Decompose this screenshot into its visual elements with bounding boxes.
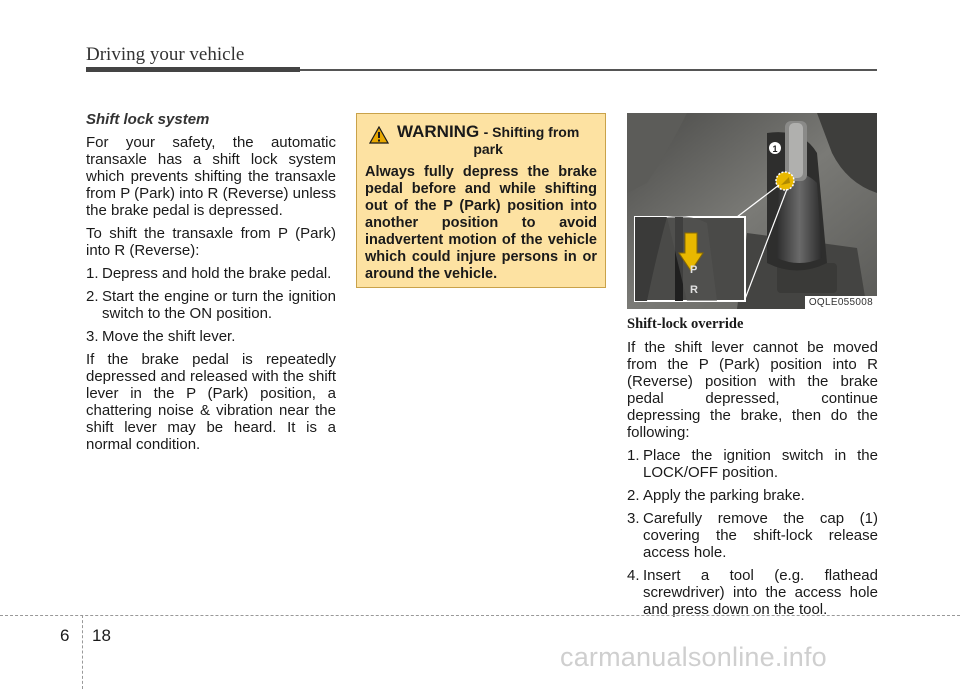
step-text: Insert a tool (e.g. flathead screwdriver) into the access hole and press down on the tool. <box>643 567 878 618</box>
shift-lever-figure <box>627 113 877 309</box>
override-steps-list <box>627 447 878 618</box>
chapter-number: 6 <box>60 626 70 645</box>
warning-word: WARNING <box>397 122 480 141</box>
list-item <box>627 487 878 504</box>
step-text: Depress and hold the brake pedal. <box>102 265 332 282</box>
step-text: Move the shift lever. <box>102 328 236 345</box>
shift-lever-illustration <box>627 113 877 309</box>
warning-subtitle: - Shifting from <box>483 124 580 140</box>
step-text: Carefully remove the cap (1) covering the shift-lock release access hole. <box>643 510 878 561</box>
header-rule-thick <box>86 67 300 72</box>
step-number: 3. <box>627 510 640 527</box>
step-text: Place the ignition switch in the LOCK/OFF position. <box>643 447 878 481</box>
note-paragraph: If the brake pedal is repeatedly depressed and released with the shift lever in the P (Park) position, a chattering noise & vibration near the shift lever may be heard. It is a normal condition. <box>86 351 336 453</box>
right-column <box>627 316 878 624</box>
gate-letter-p: P <box>690 264 698 276</box>
list-item <box>86 265 336 282</box>
override-intro: If the shift lever cannot be moved from the P (Park) position into R (Reverse) position with the brake pedal depressed, continue depressing the brake, then do the following: <box>627 339 878 441</box>
header-rule-thin <box>300 69 877 71</box>
step-text: Apply the parking brake. <box>643 487 805 504</box>
list-item <box>627 510 878 561</box>
step-number: 2. <box>627 487 640 504</box>
list-item <box>86 328 336 345</box>
step-number: 3. <box>86 328 99 345</box>
callout-number: 1 <box>772 144 778 154</box>
intro-paragraph: For your safety, the automatic transaxle has a shift lock system which prevents shifting the transaxle from P (Park) into R (Reverse) unless the brake pedal is depressed. <box>86 134 336 219</box>
page-number: 18 <box>92 626 111 645</box>
warning-text: Always fully depress the brake pedal before and while shifting out of the P (Park) position into another position to avoid inadvertent motion of the vehicle which could injure persons in or around the vehicle. <box>365 164 597 282</box>
gate-letter-r: R <box>690 284 698 296</box>
list-item <box>627 567 878 618</box>
figure-code: OQLE055008 <box>805 296 877 309</box>
override-heading: Shift-lock override <box>627 316 744 332</box>
footer-rule <box>0 615 960 616</box>
footer-divider <box>82 615 83 689</box>
warning-subtitle-2: park <box>473 141 503 157</box>
watermark: carmanualsonline.info <box>560 642 827 672</box>
warning-box <box>356 113 606 288</box>
list-item <box>627 447 878 481</box>
step-number: 1. <box>86 265 99 282</box>
step-number: 4. <box>627 567 640 584</box>
section-heading: Shift lock system <box>86 111 210 128</box>
list-item <box>86 288 336 322</box>
warning-triangle-icon <box>369 126 389 144</box>
shift-steps-list <box>86 265 336 345</box>
lead-paragraph: To shift the transaxle from P (Park) into R (Reverse): <box>86 225 336 259</box>
step-text: Start the engine or turn the ignition switch to the ON position. <box>102 288 336 322</box>
step-number: 2. <box>86 288 99 305</box>
left-column <box>86 111 336 459</box>
header-title: Driving your vehicle <box>86 44 245 65</box>
warning-header <box>365 124 597 158</box>
step-number: 1. <box>627 447 640 464</box>
